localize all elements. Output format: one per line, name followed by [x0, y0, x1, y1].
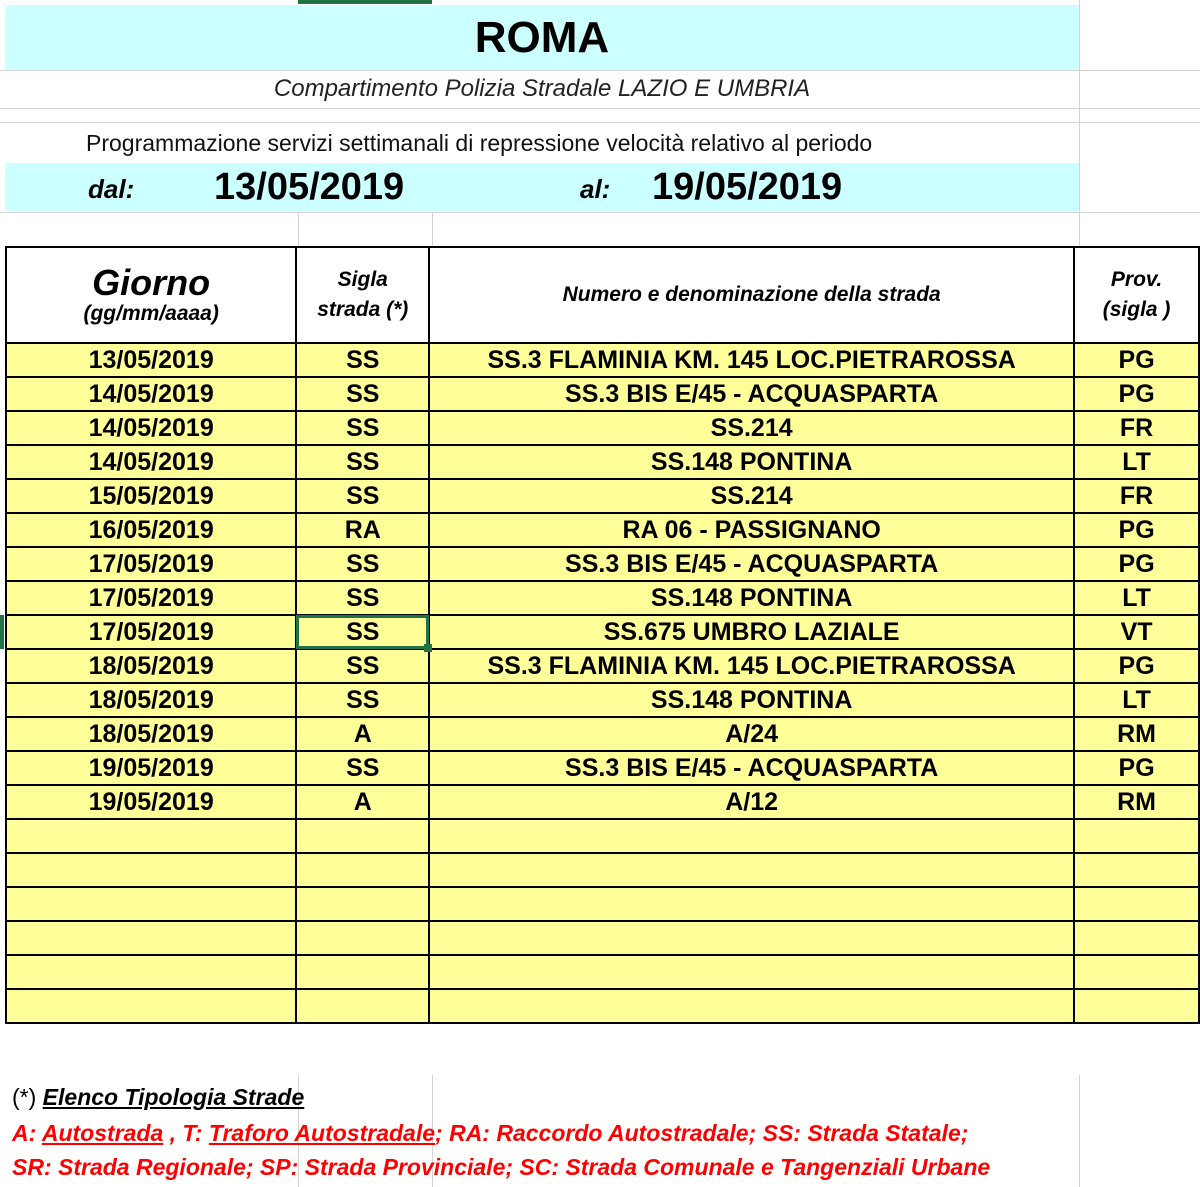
cell-prov[interactable] — [1074, 853, 1199, 887]
cell-sigla[interactable]: SS — [296, 445, 429, 479]
cell-sigla[interactable]: RA — [296, 513, 429, 547]
cell-sigla[interactable] — [296, 921, 429, 955]
cell-strada[interactable]: SS.148 PONTINA — [429, 581, 1074, 615]
cell-prov[interactable]: RM — [1074, 785, 1199, 819]
gridline — [1079, 1075, 1080, 1187]
table-row — [6, 445, 1199, 479]
table-row — [6, 377, 1199, 411]
legend-line-2: SR: Strada Regionale; SP: Strada Provinciale; SC: Strada Comunale e Tangenziali Urbane — [12, 1154, 991, 1180]
cell-prov[interactable]: PG — [1074, 649, 1199, 683]
table-row — [6, 853, 1199, 887]
cell-giorno[interactable]: 17/05/2019 — [6, 615, 296, 649]
giorno-format-label: (gg/mm/aaaa) — [83, 302, 219, 325]
table-row — [6, 785, 1199, 819]
cell-giorno[interactable]: 19/05/2019 — [6, 751, 296, 785]
legend-a-name: Autostrada — [41, 1120, 164, 1146]
prov-label-line1: Prov. — [1110, 268, 1163, 291]
page-title: ROMA — [5, 5, 1079, 70]
cell-prov[interactable]: PG — [1074, 343, 1199, 377]
cell-prov[interactable]: FR — [1074, 479, 1199, 513]
cell-prov[interactable]: PG — [1074, 377, 1199, 411]
legend-sep: , — [169, 1120, 177, 1146]
table-row — [6, 683, 1199, 717]
cell-sigla[interactable]: SS — [296, 649, 429, 683]
cell-strada[interactable]: SS.148 PONTINA — [429, 445, 1074, 479]
cell-giorno[interactable] — [6, 921, 296, 955]
date-range-band — [5, 163, 1079, 211]
cell-prov[interactable]: LT — [1074, 581, 1199, 615]
gridline — [0, 70, 1200, 71]
cell-strada[interactable] — [429, 887, 1074, 921]
table-row — [6, 921, 1199, 955]
gridline — [0, 108, 1200, 109]
legend-line1-rest: ; RA: Raccordo Autostradale; SS: Strada Statale; — [435, 1120, 969, 1146]
cell-prov[interactable] — [1074, 921, 1199, 955]
cell-strada[interactable] — [429, 921, 1074, 955]
cell-strada[interactable]: SS.148 PONTINA — [429, 683, 1074, 717]
cell-giorno[interactable] — [6, 955, 296, 989]
prov-label-line2: (sigla ) — [1102, 298, 1171, 321]
table-row — [6, 989, 1199, 1023]
cell-giorno[interactable]: 17/05/2019 — [6, 547, 296, 581]
gridline — [298, 212, 299, 246]
legend-line-1 — [12, 1120, 968, 1147]
sigla-label-line1: Sigla — [337, 268, 388, 291]
cell-sigla[interactable]: SS — [296, 751, 429, 785]
col-header-prov — [1074, 247, 1199, 343]
cell-prov[interactable] — [1074, 887, 1199, 921]
to-label: al: — [580, 174, 611, 204]
table-row — [6, 479, 1199, 513]
table-row — [6, 717, 1199, 751]
cell-sigla[interactable]: A — [296, 717, 429, 751]
cell-prov[interactable]: FR — [1074, 411, 1199, 445]
table-row — [6, 513, 1199, 547]
gridline — [0, 212, 1200, 213]
cell-sigla[interactable] — [296, 853, 429, 887]
cell-strada[interactable]: SS.214 — [429, 411, 1074, 445]
cell-giorno[interactable] — [6, 989, 296, 1023]
cell-sigla[interactable] — [296, 955, 429, 989]
cell-prov[interactable] — [1074, 819, 1199, 853]
strada-label: Numero e denominazione della strada — [562, 283, 941, 306]
cell-sigla[interactable] — [296, 819, 429, 853]
cell-sigla[interactable]: SS — [296, 377, 429, 411]
cell-strada[interactable] — [429, 989, 1074, 1023]
cell-giorno[interactable]: 14/05/2019 — [6, 411, 296, 445]
table-row — [6, 887, 1199, 921]
cell-strada[interactable] — [429, 819, 1074, 853]
table-row — [6, 343, 1199, 377]
from-date[interactable]: 13/05/2019 — [214, 166, 405, 208]
legend-title-line — [12, 1084, 304, 1111]
sigla-label-line2: strada (*) — [317, 298, 409, 321]
cell-prov[interactable]: PG — [1074, 547, 1199, 581]
cell-strada[interactable]: SS.675 UMBRO LAZIALE — [429, 615, 1074, 649]
table-row — [6, 547, 1199, 581]
gridline — [1079, 0, 1080, 246]
col-header-strada — [429, 247, 1074, 343]
legend-t-name: Traforo Autostradale — [208, 1120, 436, 1146]
cell-prov[interactable]: RM — [1074, 717, 1199, 751]
cell-sigla[interactable]: SS — [296, 547, 429, 581]
cell-giorno[interactable]: 18/05/2019 — [6, 683, 296, 717]
cell-giorno[interactable]: 19/05/2019 — [6, 785, 296, 819]
speed-control-schedule-table — [5, 246, 1200, 1024]
cell-strada[interactable]: RA 06 - PASSIGNANO — [429, 513, 1074, 547]
gridline — [0, 122, 1200, 123]
cell-giorno[interactable] — [6, 887, 296, 921]
cell-giorno[interactable]: 18/05/2019 — [6, 717, 296, 751]
cell-prov[interactable]: PG — [1074, 513, 1199, 547]
table-row — [6, 411, 1199, 445]
cell-prov[interactable] — [1074, 955, 1199, 989]
cell-strada[interactable]: SS.3 BIS E/45 - ACQUASPARTA — [429, 547, 1074, 581]
cell-prov[interactable]: LT — [1074, 683, 1199, 717]
cell-strada[interactable]: A/12 — [429, 785, 1074, 819]
department-subtitle: Compartimento Polizia Stradale LAZIO E UMBRIA — [273, 75, 811, 102]
gridline — [432, 212, 433, 246]
table-row — [6, 955, 1199, 989]
col-header-sigla — [296, 247, 429, 343]
row-selection-indicator — [0, 615, 4, 649]
cell-sigla[interactable]: SS — [296, 615, 429, 649]
cell-prov[interactable] — [1074, 989, 1199, 1023]
table-row — [6, 751, 1199, 785]
cell-giorno[interactable]: 16/05/2019 — [6, 513, 296, 547]
cell-strada[interactable] — [429, 955, 1074, 989]
legend-note-prefix: (*) — [12, 1084, 37, 1110]
cell-sigla[interactable] — [296, 989, 429, 1023]
table-header-row — [6, 247, 1199, 343]
cell-prov[interactable]: VT — [1074, 615, 1199, 649]
cell-strada[interactable]: SS.214 — [429, 479, 1074, 513]
cell-sigla[interactable]: SS — [296, 411, 429, 445]
cell-sigla[interactable]: A — [296, 785, 429, 819]
column-selection-indicator — [298, 0, 432, 4]
table-row — [6, 819, 1199, 853]
cell-prov[interactable]: PG — [1074, 751, 1199, 785]
cell-strada[interactable]: A/24 — [429, 717, 1074, 751]
cell-strada[interactable]: SS.3 BIS E/45 - ACQUASPARTA — [429, 751, 1074, 785]
cell-giorno[interactable] — [6, 819, 296, 853]
cell-strada[interactable]: SS.3 FLAMINIA KM. 145 LOC.PIETRAROSSA — [429, 649, 1074, 683]
cell-prov[interactable]: LT — [1074, 445, 1199, 479]
table-row — [6, 581, 1199, 615]
cell-giorno[interactable] — [6, 853, 296, 887]
cell-sigla[interactable]: SS — [296, 479, 429, 513]
cell-giorno[interactable]: 14/05/2019 — [6, 445, 296, 479]
cell-giorno[interactable]: 18/05/2019 — [6, 649, 296, 683]
cell-strada[interactable]: SS.3 FLAMINIA KM. 145 LOC.PIETRAROSSA — [429, 343, 1074, 377]
cell-strada[interactable]: SS.3 BIS E/45 - ACQUASPARTA — [429, 377, 1074, 411]
cell-giorno[interactable]: 17/05/2019 — [6, 581, 296, 615]
cell-sigla[interactable]: SS — [296, 581, 429, 615]
from-label: dal: — [88, 174, 135, 204]
cell-sigla[interactable] — [296, 887, 429, 921]
program-description: Programmazione servizi settimanali di repressione velocità relativo al periodo — [86, 130, 873, 156]
to-date[interactable]: 19/05/2019 — [652, 166, 843, 208]
legend-title: Elenco Tipologia Strade — [42, 1084, 305, 1110]
table-row — [6, 615, 1199, 649]
giorno-label: Giorno — [92, 262, 211, 303]
cell-giorno[interactable]: 14/05/2019 — [6, 377, 296, 411]
legend-t-code: T: — [182, 1120, 203, 1146]
legend-a-code: A: — [12, 1120, 37, 1146]
cell-sigla[interactable]: SS — [296, 343, 429, 377]
table-row — [6, 649, 1199, 683]
fill-handle[interactable] — [424, 644, 432, 652]
cell-strada[interactable] — [429, 853, 1074, 887]
cell-giorno[interactable]: 15/05/2019 — [6, 479, 296, 513]
cell-giorno[interactable]: 13/05/2019 — [6, 343, 296, 377]
col-header-giorno — [6, 247, 296, 343]
cell-sigla[interactable]: SS — [296, 683, 429, 717]
